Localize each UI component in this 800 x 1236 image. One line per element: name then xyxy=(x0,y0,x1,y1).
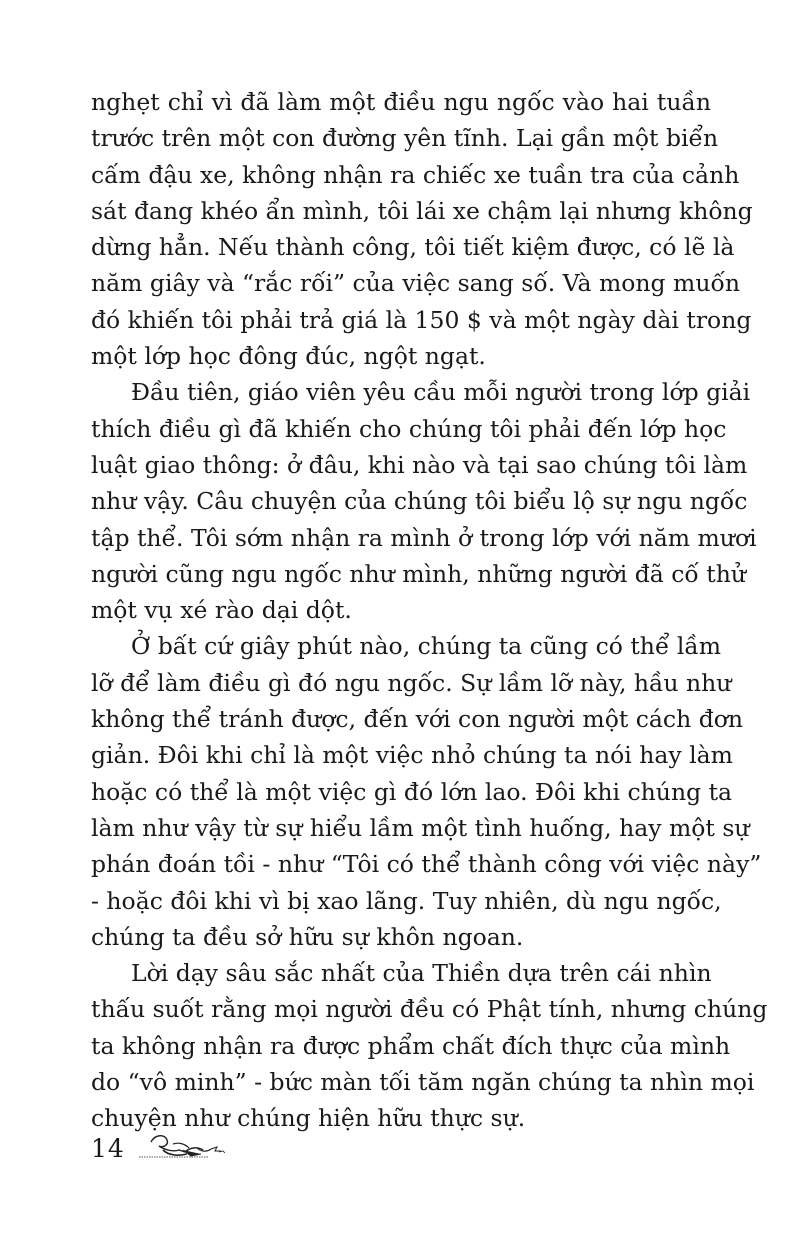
text-line: một vụ xé rào dại dột. xyxy=(91,596,352,625)
text-line: chúng ta đều sở hữu sự khôn ngoan. xyxy=(91,922,524,951)
text-line: dừng hẳn. Nếu thành công, tôi tiết kiệm được, có lẽ là xyxy=(91,233,735,262)
text-line: một lớp học đông đúc, ngột ngạt. xyxy=(91,342,486,371)
text-line: - hoặc đôi khi vì bị xao lãng. Tuy nhiên, dù ngu ngốc, xyxy=(91,886,722,915)
text-line: Lời dạy sâu sắc nhất của Thiền dựa trên cái nhìn xyxy=(131,959,712,988)
text-line: làm như vậy từ sự hiểu lầm một tình huống, hay một sự xyxy=(91,813,750,842)
text-line: không thể tránh được, đến với con người một cách đơn xyxy=(91,705,744,734)
text-line: nghẹt chỉ vì đã làm một điều ngu ngốc vào hai tuần xyxy=(91,88,711,116)
text-line: như vậy. Câu chuyện của chúng tôi biểu lộ sự ngu ngốc xyxy=(91,487,748,516)
text-line: do “vô minh” - bức màn tối tăm ngăn chúng ta nhìn mọi xyxy=(91,1068,755,1097)
text-line: ta không nhận ra được phẩm chất đích thực của mình xyxy=(91,1031,731,1060)
paragraph-4 xyxy=(91,955,768,1136)
text-line: tập thể. Tôi sớm nhận ra mình ở trong lớp với năm mươi xyxy=(91,523,757,552)
text-line: lỡ để làm điều gì đó ngu ngốc. Sự lầm lỡ này, hầu như xyxy=(91,668,732,697)
text-line: đó khiến tôi phải trả giá là 150 $ và một ngày dài trong xyxy=(91,305,752,334)
reclining-figure-sketch-icon xyxy=(139,1130,235,1166)
text-line: năm giây và “rắc rối” của việc sang số. Và mong muốn xyxy=(91,269,740,298)
text-line: hoặc có thể là một việc gì đó lớn lao. Đôi khi chúng ta xyxy=(91,777,733,806)
text-line: cấm đậu xe, không nhận ra chiếc xe tuần tra của cảnh xyxy=(91,160,740,189)
page-footer xyxy=(91,1128,235,1168)
paragraph-2 xyxy=(91,374,757,628)
text-line: chuyện như chúng hiện hữu thực sự. xyxy=(91,1104,526,1133)
page-number: 14 xyxy=(91,1133,125,1163)
text-line: trước trên một con đường yên tĩnh. Lại gần một biển xyxy=(91,124,719,153)
paragraph-1 xyxy=(91,84,753,374)
text-line: Ở bất cứ giây phút nào, chúng ta cũng có thể lầm xyxy=(131,632,722,661)
text-line: thấu suốt rằng mọi người đều có Phật tính, nhưng chúng xyxy=(91,995,768,1024)
text-line: luật giao thông: ở đâu, khi nào và tại sao chúng tôi làm xyxy=(91,450,748,479)
text-line: Đầu tiên, giáo viên yêu cầu mỗi người trong lớp giải xyxy=(131,378,751,407)
page-body xyxy=(91,84,768,1137)
text-line: người cũng ngu ngốc như mình, những người đã cố thử xyxy=(91,559,746,588)
text-line: phán đoán tồi - như “Tôi có thể thành công với việc này” xyxy=(91,850,762,879)
paragraph-3 xyxy=(91,628,762,955)
text-line: sát đang khéo ẩn mình, tôi lái xe chậm lại nhưng không xyxy=(91,196,753,225)
text-line: giản. Đôi khi chỉ là một việc nhỏ chúng ta nói hay làm xyxy=(91,741,733,770)
text-line: thích điều gì đã khiến cho chúng tôi phải đến lớp học xyxy=(91,414,727,443)
